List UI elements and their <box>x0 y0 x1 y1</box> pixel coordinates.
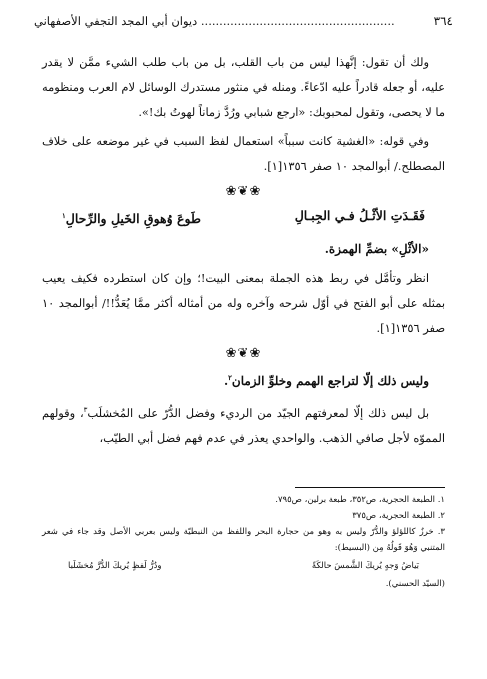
page-number: ٣٦٤ <box>433 14 453 28</box>
paragraph-3: انظر وتأمَّل في ربط هذه الجملة بمعنى البيت!؛ وإن كان استطرده فكيف يعيب بمثله على أبو الفتح في أوّل شرحه وآخره وله من أمثاله أكثر ممَّا يُعَدُّ!!/ أبوالمجد ١٠ صفر ١٣٥٦[١]. <box>42 271 445 336</box>
footnote-marker: ١ <box>62 211 66 220</box>
footnote-marker: ٢ <box>228 373 232 383</box>
paragraph-4: بل ليس ذلك إلّا لمعرفتهم الجيّد من الرديء وفضل الدُّرّ على المُخشلَب$^٣$، وقولهم المموّه لأجل صافي الذهب. والواحدي يعذر في عدم فهم فضل أبي الطيّب، <box>42 405 445 445</box>
verse-line <box>42 203 445 231</box>
footnotes <box>42 492 445 592</box>
running-title: ..................................................... ديوان أبي المجد التجفي الأصفهاني <box>34 14 395 28</box>
paragraph-1: ولك أن تقول: إنَّهذا ليس من باب القلب، بل من باب طلب الشيء ممَّن لا يقدر عليه، أو جعله قادراً عليه ادّعاءً. ومنله في منثور مستدرك الوسائل لام العرب ومنظومه ما لا يحصى، وتقول لمحبوبك: «ارجع شبابي ورُدَّ زماناً لهوتُ بك!». <box>42 55 445 119</box>
footnote-signature: (السيّد الحسني). <box>385 579 445 589</box>
quoted-line: وليس ذلك إلّا لتراجع الهمم وخلوِّ الزمان$^٢$. <box>223 373 429 389</box>
verse-hemistich-right: فَقَـدَتِ الأثْـلُ فـي الجِبـالِ <box>294 208 425 223</box>
footnote-marker: ٣ <box>83 406 88 415</box>
ornament-divider: ❀❦❀ <box>225 346 262 362</box>
footnote-verse-left: ودُرُّ لَفظٍ يُريكَ الدُّرَّ مُخشَلَبا <box>68 561 162 571</box>
verse-hemistich-left: طَوعَ وُهوقِ الخَيلِ والرِّحالِ$^١$ <box>62 211 201 227</box>
ornament-divider: ❀❦❀ <box>225 184 262 199</box>
footnote-2: ٢. الطبعة الحجرية، ص٣٧٥ <box>352 511 445 521</box>
footnote-1: ١. الطبعة الحجرية، ص٣٥٢، طبعة برلين، ص٧٩٥. <box>275 495 445 505</box>
paragraph-2: وفي قوله: «الغشية كانت سبباً» استعمال لفظ السبب في غير موضعه على خلاف المصطلح./ أبوالمجد ١٠ صفر ١٣٥٦[١]. <box>42 134 445 173</box>
footnote-3: ٣. خرزٌ كاللؤلؤ والدُّرّ وليس به وهو من حجارة البحر واللفظ من النبطيّة وليس بعربي الأصل وقد جاء في شعر المتنبي وَهُوَ قَولُهُ مِن (البسيط): <box>42 527 445 553</box>
page-header <box>34 8 453 28</box>
footnote-verse <box>42 558 445 574</box>
main-text <box>42 50 445 455</box>
footnote-divider <box>295 487 445 488</box>
footnote-verse-right: بَياضُ وَجهٍ يُريكَ الشَّمسَ حالكَةً <box>311 561 419 571</box>
lemma: «الأثْلِ» بضمِّ الهمزة. <box>324 242 429 257</box>
